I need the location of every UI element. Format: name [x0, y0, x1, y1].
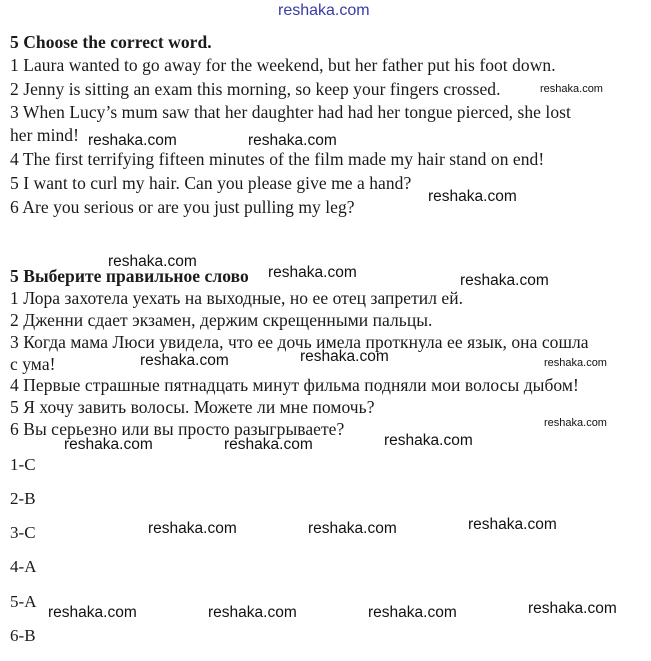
watermark-top: reshaka.com: [278, 2, 370, 19]
watermark: reshaka.com: [384, 432, 473, 449]
watermark: reshaka.com: [140, 352, 229, 369]
watermark: reshaka.com: [300, 348, 389, 365]
exercise-line-en-3: 3 When Lucy’s mum saw that her daughter had had her tongue pierced, she lost: [10, 102, 571, 122]
watermark: reshaka.com: [248, 132, 337, 149]
watermark: reshaka.com: [224, 436, 313, 453]
exercise-line-en-2: 2 Jenny is sitting an exam this morning, so keep your fingers crossed.: [10, 79, 501, 99]
watermark: reshaka.com: [268, 264, 357, 281]
exercise-heading-en: 5 Choose the correct word.: [10, 32, 212, 52]
exercise-line-en-1: 1 Laura wanted to go away for the weekend, but her father put his foot down.: [10, 55, 556, 75]
watermark: reshaka.com: [544, 417, 607, 429]
answer-5: 5-A: [10, 592, 37, 611]
exercise-line-en-4: 4 The first terrifying fifteen minutes of the film made my hair stand on end!: [10, 149, 545, 169]
watermark: reshaka.com: [468, 516, 557, 533]
exercise-line-ru-1: 1 Лора захотела уехать на выходные, но ее отец запретил ей.: [10, 288, 464, 308]
answer-1: 1-C: [10, 455, 36, 474]
answer-2: 2-B: [10, 489, 36, 508]
exercise-line-ru-4: 4 Первые страшные пятнадцать минут фильма подняли мои волосы дыбом!: [10, 375, 579, 395]
watermark: reshaka.com: [64, 436, 153, 453]
watermark: reshaka.com: [368, 604, 457, 621]
watermark: reshaka.com: [540, 83, 603, 95]
exercise-line-ru-3b: с ума!: [10, 354, 56, 374]
watermark: reshaka.com: [48, 604, 137, 621]
answer-3: 3-C: [10, 523, 36, 542]
watermark: reshaka.com: [108, 253, 197, 270]
watermark: reshaka.com: [308, 520, 397, 537]
watermark: reshaka.com: [148, 520, 237, 537]
exercise-line-ru-2: 2 Дженни сдает экзамен, держим скрещенными пальцы.: [10, 310, 433, 330]
watermark: reshaka.com: [428, 188, 517, 205]
exercise-line-en-3b: her mind!: [10, 125, 79, 145]
exercise-line-en-5: 5 I want to curl my hair. Can you please give me a hand?: [10, 173, 412, 193]
exercise-line-ru-5: 5 Я хочу завить волосы. Можете ли мне помочь?: [10, 397, 375, 417]
answer-6: 6-B: [10, 626, 36, 645]
exercise-line-en-6: 6 Are you serious or are you just pulling my leg?: [10, 197, 355, 217]
answer-4: 4-A: [10, 557, 37, 576]
watermark: reshaka.com: [544, 357, 607, 369]
watermark: reshaka.com: [460, 272, 549, 289]
watermark: reshaka.com: [208, 604, 297, 621]
exercise-line-ru-6: 6 Вы серьезно или вы просто разыгрываете?: [10, 419, 345, 439]
watermark: reshaka.com: [88, 132, 177, 149]
exercise-heading-ru: 5 Выберите правильное слово: [10, 266, 249, 286]
exercise-line-ru-3: 3 Когда мама Люси увидела, что ее дочь имела проткнула ее язык, она сошла: [10, 332, 589, 352]
watermark: reshaka.com: [528, 600, 617, 617]
